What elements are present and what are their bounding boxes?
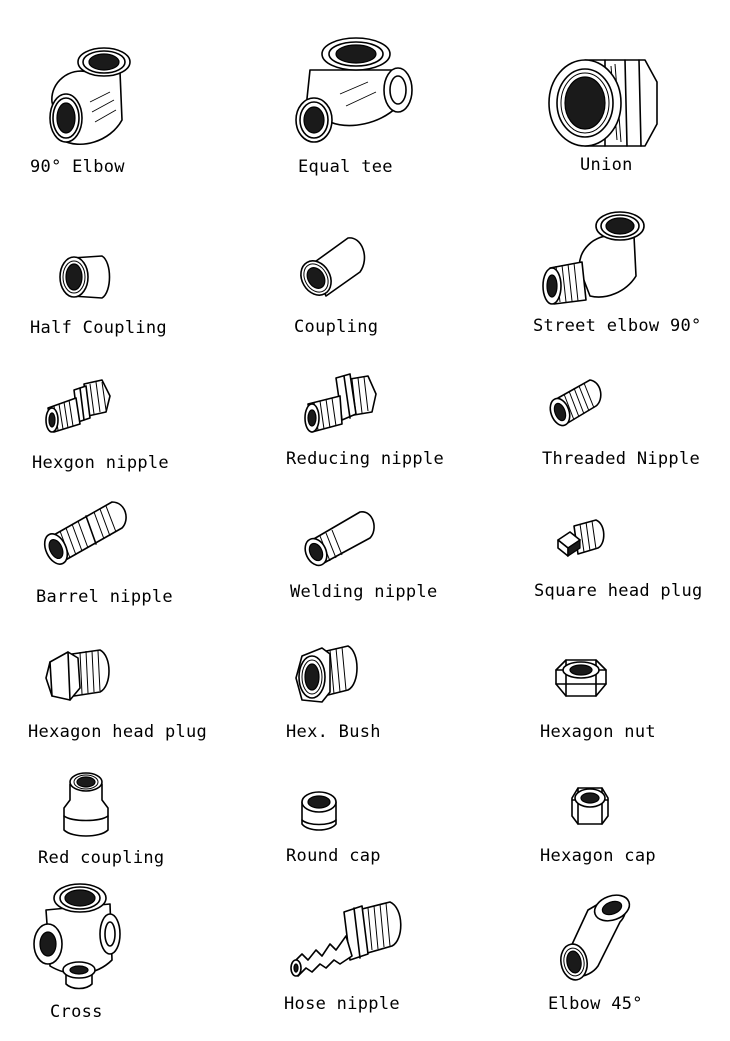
fitting-label-hexagon-head-plug: Hexagon head plug [28,722,208,742]
cross-icon [30,880,122,994]
reducing-nipple-icon [302,374,378,436]
fitting-label-hex-bush: Hex. Bush [286,722,381,742]
hexagon-nut-icon [554,656,608,700]
fitting-label-union: Union [580,155,633,175]
fitting-label-elbow-45: Elbow 45° [548,994,643,1014]
fitting-label-hose-nipple: Hose nipple [284,994,400,1014]
fitting-label-coupling: Coupling [294,317,379,337]
fitting-label-welding-nipple: Welding nipple [290,582,438,602]
barrel-nipple-icon [42,498,130,568]
coupling-icon [298,234,370,300]
round-cap-icon [298,788,340,834]
fitting-label-reducing-coupling: Red coupling [38,848,165,868]
hose-nipple-icon [286,896,406,980]
fitting-label-hexagon-nipple: Hexgon nipple [32,453,169,473]
elbow-45-icon [554,892,634,984]
fitting-label-round-cap: Round cap [286,846,381,866]
fitting-label-hexagon-cap: Hexagon cap [540,846,656,866]
square-head-plug-icon [556,518,606,560]
hex-bush-icon [294,644,360,706]
hexagon-nipple-icon [44,378,112,434]
fitting-label-reducing-nipple: Reducing nipple [286,449,445,469]
fitting-label-barrel-nipple: Barrel nipple [36,587,173,607]
fitting-label-threaded-nipple: Threaded Nipple [542,449,701,469]
fitting-label-square-head-plug: Square head plug [534,581,703,601]
fitting-label-elbow-90: 90° Elbow [30,157,125,177]
welding-nipple-icon [302,508,378,566]
fitting-label-equal-tee: Equal tee [298,157,393,177]
union-icon [545,52,661,152]
fitting-label-hexagon-nut: Hexagon nut [540,722,656,742]
reducing-coupling-icon [60,768,112,838]
fitting-label-half-coupling: Half Coupling [30,318,167,338]
hexagon-head-plug-icon [44,648,112,704]
fitting-label-street-elbow: Street elbow 90° [533,316,702,336]
half-coupling-icon [58,254,112,300]
fitting-label-cross: Cross [50,1002,103,1022]
street-elbow-icon [540,206,650,306]
equal-tee-icon [290,34,420,146]
threaded-nipple-icon [548,376,604,428]
hexagon-cap-icon [568,782,612,828]
elbow-90-icon [40,42,140,154]
